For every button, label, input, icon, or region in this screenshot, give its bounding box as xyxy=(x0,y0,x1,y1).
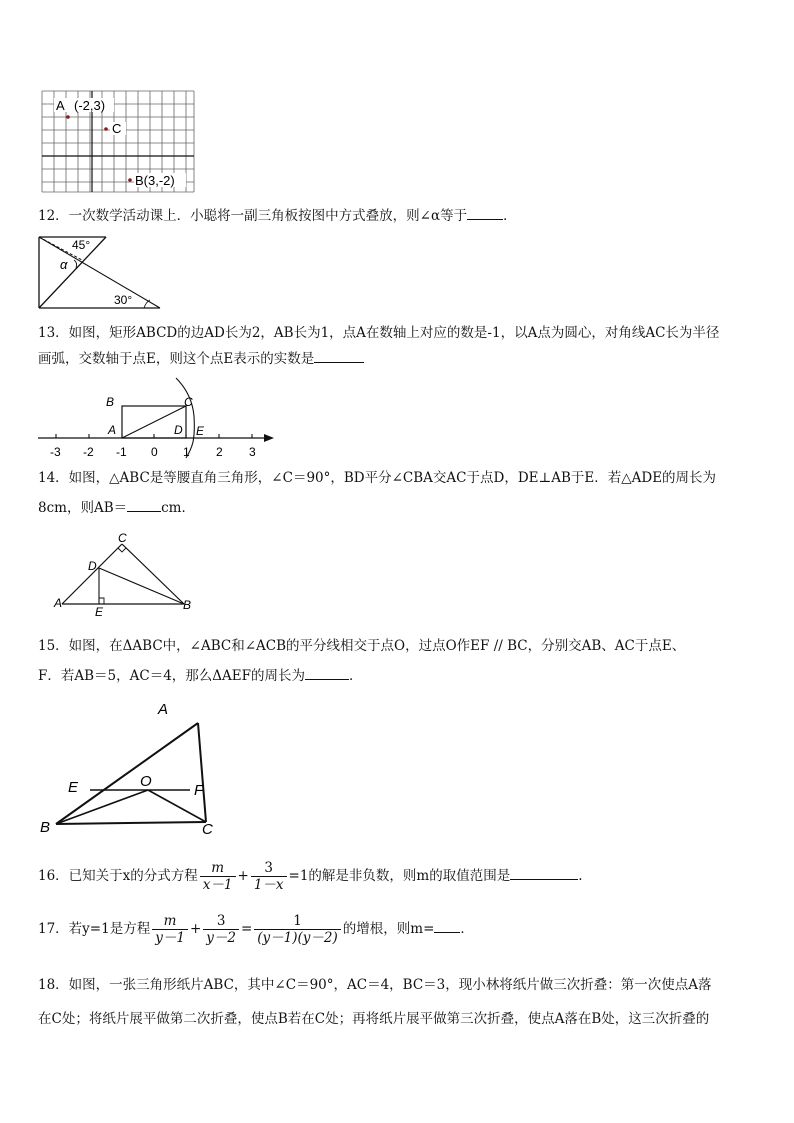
q13-line2: 画弧，交数轴于点E，则这个点E表示的实数是 xyxy=(38,351,315,367)
label-a: A xyxy=(56,98,65,113)
tick-label: -3 xyxy=(50,445,61,459)
number-line-figure xyxy=(36,376,278,460)
tick-label: -2 xyxy=(83,445,94,459)
fraction-3-over-1-minus-x: $\frac{3}{1-x}$ xyxy=(251,860,287,893)
q17-answer-blank[interactable] xyxy=(434,918,460,933)
question-14 xyxy=(38,463,758,523)
label-o-15: O xyxy=(140,773,152,790)
coord-a: (-2,3) xyxy=(74,98,106,113)
label-e-14: E xyxy=(95,605,104,616)
q12-end: ． xyxy=(503,208,517,224)
q15-line2b: ． xyxy=(349,668,363,684)
label-b-13: B xyxy=(106,395,115,409)
fraction-m-over-y-minus-1: $\frac{m}{y-1}$ xyxy=(152,913,188,946)
q17-end: ． xyxy=(460,921,474,937)
alpha-label: α xyxy=(60,257,68,272)
label-b-15: B xyxy=(40,819,51,836)
plus-sign: + xyxy=(189,921,202,937)
tick-label: 3 xyxy=(249,445,256,459)
q15-line2a: F．若AB＝5，AC＝4，那么ΔAEF的周长为 xyxy=(38,668,306,684)
fraction-1-over-product: $\frac{1}{(y-1)(y-2)}$ xyxy=(254,913,341,946)
question-12 xyxy=(38,203,758,229)
tick-label: -1 xyxy=(116,445,127,459)
label-c-15: C xyxy=(202,821,213,838)
label-d-14: D xyxy=(88,559,97,573)
q15-line1: 15．如图，在ΔABC中，∠ABC和∠ACB的平分线相交于点O，过点O作EF // BC，分别交AB、AC于点E、 xyxy=(38,638,686,654)
triangle-bisector-figure xyxy=(36,700,226,840)
q17-post: 的增根，则m= xyxy=(342,921,435,937)
label-e-15: E xyxy=(68,779,79,796)
label-c-13: C xyxy=(184,395,193,409)
label-a-13: A xyxy=(108,423,117,437)
q12-text: 12．一次数学活动课上．小聪将一副三角板按图中方式叠放，则∠α等于 xyxy=(38,208,468,224)
q14-answer-blank[interactable] xyxy=(127,497,161,512)
q16-eq: =1的解是非负数，则m的取值范围是 xyxy=(288,868,511,884)
question-18 xyxy=(38,968,758,1036)
q14-line1: 14．如图，△ABC是等腰直角三角形，∠C＝90°，BD平分∠CBA交AC于点D，DE⊥AB于E．若△ADE的周长为 xyxy=(38,470,717,486)
q18-line1: 18．如图，一张三角形纸片ABC，其中∠C＝90°，AC＝4，BC＝3，现小林将纸片做三次折叠：第一次使点A落 xyxy=(38,977,712,993)
label-a-14: A xyxy=(54,596,63,610)
tick-label: 0 xyxy=(151,445,158,459)
plus-sign: + xyxy=(237,868,249,884)
q15-answer-blank[interactable] xyxy=(305,665,349,680)
angle-30-label: 30° xyxy=(114,293,133,307)
point-b xyxy=(128,178,132,182)
tick-label: 2 xyxy=(216,445,223,459)
coordinate-grid-figure xyxy=(40,88,200,196)
angle-45-label: 45° xyxy=(72,238,91,252)
label-a-15: A xyxy=(158,701,169,718)
q13-line1: 13．如图，矩形ABCD的边AD长为2，AB长为1，点A在数轴上对应的数是-1，以A点为圆心，对角线AC长为半径 xyxy=(38,325,720,341)
question-13 xyxy=(38,320,758,372)
label-d-13: D xyxy=(174,423,183,437)
q14-line2b: cm． xyxy=(161,500,195,516)
q14-line2a: 8cm，则AB＝ xyxy=(38,500,128,516)
point-a xyxy=(66,115,70,119)
q16-answer-blank[interactable] xyxy=(510,865,578,880)
question-16 xyxy=(38,858,758,894)
label-e-13: E xyxy=(196,424,205,438)
set-square-figure xyxy=(36,234,166,312)
q16-end: . xyxy=(578,868,583,884)
isosceles-right-triangle-figure xyxy=(52,532,194,616)
point-c xyxy=(104,127,108,131)
q17-pre: 17．若y=1是方程 xyxy=(38,921,151,937)
fraction-3-over-y-minus-2: $\frac{3}{y-2}$ xyxy=(203,913,239,946)
label-c-14: C xyxy=(118,532,127,545)
q18-line2: 在C处；将纸片展平做第二次折叠，使点B若在C处；再将纸片展平做第三次折叠，使点A落在B处，这三次折叠的 xyxy=(38,1011,710,1027)
label-f-15: F xyxy=(194,782,204,799)
q13-answer-blank[interactable] xyxy=(314,348,364,363)
question-17 xyxy=(38,910,758,948)
equals-sign: = xyxy=(240,921,253,937)
q16-pre: 16．已知关于x的分式方程 xyxy=(38,868,198,884)
tick-label: 1 xyxy=(183,445,190,459)
q12-answer-blank[interactable] xyxy=(467,205,503,220)
label-b: B(3,-2) xyxy=(135,173,175,188)
label-b-14: B xyxy=(183,598,192,612)
fraction-m-over-x-minus-1: $\frac{m}{x-1}$ xyxy=(200,860,236,893)
label-c: C xyxy=(112,121,122,136)
question-15 xyxy=(38,631,758,691)
